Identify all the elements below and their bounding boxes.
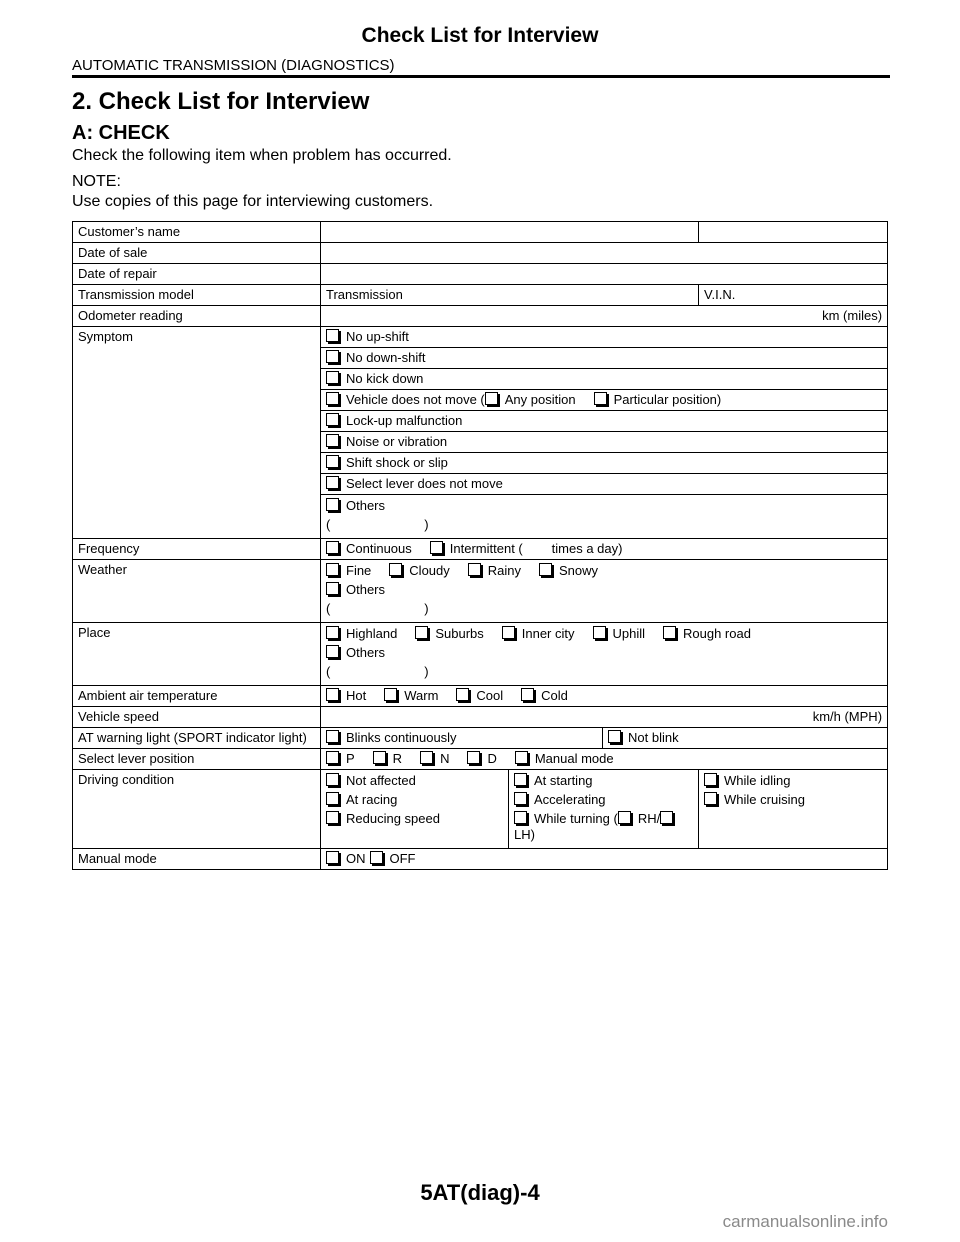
checkbox-lever-p[interactable]	[326, 751, 339, 764]
checkbox-cool[interactable]	[456, 688, 469, 701]
label-frequency: Frequency	[73, 539, 321, 560]
option-turning-rh: RH/	[637, 811, 661, 826]
option-blinks-continuously: Blinks continuously	[346, 730, 457, 745]
option-no-up-shift: No up-shift	[346, 329, 409, 344]
place-others-blank[interactable]: ( )	[326, 664, 429, 679]
row-date-of-sale	[73, 243, 888, 264]
row-customer-name	[73, 222, 888, 243]
option-inner-city: Inner city	[521, 626, 575, 641]
checkbox-cold[interactable]	[521, 688, 534, 701]
checkbox-blinks-continuously[interactable]	[326, 730, 339, 743]
row-odometer	[73, 306, 888, 327]
page-header-subtitle: AUTOMATIC TRANSMISSION (DIAGNOSTICS)	[72, 57, 395, 74]
option-continuous: Continuous	[346, 541, 412, 556]
checkbox-manual-on[interactable]	[326, 851, 339, 864]
checkbox-rough-road[interactable]	[663, 626, 676, 639]
checkbox-shift-shock[interactable]	[326, 455, 339, 468]
weather-others-blank[interactable]: ( )	[326, 601, 429, 616]
option-place-others: Others	[346, 645, 386, 660]
checkbox-cloudy[interactable]	[389, 563, 402, 576]
checkbox-lever-d[interactable]	[467, 751, 480, 764]
checkbox-turning-lh[interactable]	[660, 811, 673, 824]
field-vehicle-speed[interactable]: km/h (MPH)	[321, 707, 888, 728]
checkbox-continuous[interactable]	[326, 541, 339, 554]
row-transmission-model	[73, 285, 888, 306]
checkbox-rainy[interactable]	[468, 563, 481, 576]
option-cold: Cold	[541, 688, 568, 703]
checkbox-no-up-shift[interactable]	[326, 329, 339, 342]
header-divider	[72, 75, 890, 78]
option-particular-position: Particular position)	[613, 392, 722, 407]
option-manual-off: OFF	[389, 851, 416, 866]
option-at-starting: At starting	[534, 773, 593, 788]
checkbox-select-lever-stuck[interactable]	[326, 476, 339, 489]
option-manual-on: ON	[346, 851, 366, 866]
interview-checklist-table	[72, 221, 888, 870]
label-select-lever: Select lever position	[73, 749, 321, 770]
section-title: 2. Check List for Interview	[72, 88, 370, 115]
checkbox-inner-city[interactable]	[502, 626, 515, 639]
option-lever-n: N	[440, 751, 450, 766]
section-subtitle: A: CHECK	[72, 122, 170, 144]
option-not-blink: Not blink	[628, 730, 679, 745]
checkbox-lever-manual[interactable]	[515, 751, 528, 764]
option-not-affected: Not affected	[346, 773, 416, 788]
row-select-lever	[73, 749, 888, 770]
checkbox-not-blink[interactable]	[608, 730, 621, 743]
label-date-of-repair: Date of repair	[73, 264, 321, 285]
checkbox-turning-rh[interactable]	[618, 811, 631, 824]
checkbox-uphill[interactable]	[593, 626, 606, 639]
row-frequency	[73, 539, 888, 560]
checkbox-vehicle-does-not-move[interactable]	[326, 392, 339, 405]
option-at-racing: At racing	[346, 792, 398, 807]
checkbox-highland[interactable]	[326, 626, 339, 639]
option-suburbs: Suburbs	[435, 626, 484, 641]
option-select-lever-stuck: Select lever does not move	[346, 476, 503, 491]
checkbox-at-racing[interactable]	[326, 792, 339, 805]
option-turning-lh: LH)	[514, 827, 535, 842]
checkbox-snowy[interactable]	[539, 563, 552, 576]
checkbox-intermittent[interactable]	[430, 541, 443, 554]
field-odometer[interactable]: km (miles)	[321, 306, 888, 327]
checkbox-place-others[interactable]	[326, 645, 339, 658]
option-intermittent: Intermittent ( times a day)	[449, 541, 623, 556]
checkbox-no-kick-down[interactable]	[326, 371, 339, 384]
note-label: NOTE:	[72, 173, 121, 190]
option-cloudy: Cloudy	[409, 563, 450, 578]
option-accelerating: Accelerating	[534, 792, 606, 807]
checkbox-at-starting[interactable]	[514, 773, 527, 786]
option-while-turning: While turning (	[534, 811, 618, 826]
option-while-idling: While idling	[724, 773, 791, 788]
option-lever-d: D	[487, 751, 497, 766]
checkbox-while-idling[interactable]	[704, 773, 717, 786]
checkbox-reducing-speed[interactable]	[326, 811, 339, 824]
label-odometer: Odometer reading	[73, 306, 321, 327]
label-symptom: Symptom	[73, 327, 321, 539]
checkbox-lock-up-malfunction[interactable]	[326, 413, 339, 426]
option-noise-or-vibration: Noise or vibration	[346, 434, 448, 449]
option-cool: Cool	[476, 688, 504, 703]
option-lever-r: R	[392, 751, 403, 766]
label-customer-name: Customer’s name	[73, 222, 321, 243]
checkbox-suburbs[interactable]	[415, 626, 428, 639]
option-snowy: Snowy	[559, 563, 599, 578]
option-no-kick-down: No kick down	[346, 371, 424, 386]
checkbox-lever-n[interactable]	[420, 751, 433, 764]
row-vehicle-speed	[73, 707, 888, 728]
option-while-cruising: While cruising	[724, 792, 805, 807]
checkbox-lever-r[interactable]	[373, 751, 386, 764]
option-highland: Highland	[346, 626, 398, 641]
label-vehicle-speed: Vehicle speed	[73, 707, 321, 728]
row-ambient-temperature	[73, 686, 888, 707]
checkbox-hot[interactable]	[326, 688, 339, 701]
option-symptom-others: Others	[346, 498, 386, 513]
checkbox-manual-off[interactable]	[370, 851, 383, 864]
field-date-of-repair[interactable]	[321, 264, 888, 285]
row-symptom-1	[73, 327, 888, 348]
field-customer-name[interactable]	[321, 222, 699, 243]
option-rainy: Rainy	[487, 563, 522, 578]
row-weather	[73, 560, 888, 623]
option-vehicle-does-not-move: Vehicle does not move (	[346, 392, 485, 407]
option-no-down-shift: No down-shift	[346, 350, 426, 365]
label-manual-mode: Manual mode	[73, 849, 321, 870]
checkbox-fine[interactable]	[326, 563, 339, 576]
watermark: carmanualsonline.info	[722, 1212, 888, 1231]
checkbox-warm[interactable]	[384, 688, 397, 701]
row-date-of-repair	[73, 264, 888, 285]
label-driving-condition: Driving condition	[73, 770, 321, 849]
option-rough-road: Rough road	[683, 626, 751, 641]
option-any-position: Any position	[504, 392, 576, 407]
checkbox-symptom-others[interactable]	[326, 498, 339, 511]
label-date-of-sale: Date of sale	[73, 243, 321, 264]
row-driving-condition	[73, 770, 888, 849]
label-ambient-temperature: Ambient air temperature	[73, 686, 321, 707]
row-at-warning-light	[73, 728, 888, 749]
checkbox-accelerating[interactable]	[514, 792, 527, 805]
checkbox-noise-or-vibration[interactable]	[326, 434, 339, 447]
option-lock-up-malfunction: Lock-up malfunction	[346, 413, 463, 428]
option-lever-p: P	[346, 751, 355, 766]
label-place: Place	[73, 623, 321, 686]
checkbox-any-position[interactable]	[485, 392, 498, 405]
option-uphill: Uphill	[612, 626, 646, 641]
option-reducing-speed: Reducing speed	[346, 811, 440, 826]
note-text: Use copies of this page for interviewing customers.	[72, 193, 434, 210]
checkbox-while-turning[interactable]	[514, 811, 527, 824]
field-vin[interactable]: V.I.N.	[699, 285, 888, 306]
label-weather: Weather	[73, 560, 321, 623]
field-transmission[interactable]: Transmission	[321, 285, 699, 306]
intro-text: Check the following item when problem has occurred.	[72, 147, 452, 164]
field-date-of-sale[interactable]	[321, 243, 888, 264]
checkbox-not-affected[interactable]	[326, 773, 339, 786]
row-place	[73, 623, 888, 686]
symptom-others-blank[interactable]: ( )	[326, 517, 429, 532]
checkbox-weather-others[interactable]	[326, 582, 339, 595]
option-warm: Warm	[404, 688, 439, 703]
option-hot: Hot	[346, 688, 367, 703]
row-manual-mode	[73, 849, 888, 870]
option-fine: Fine	[346, 563, 372, 578]
page-header-title: Check List for Interview	[361, 24, 599, 47]
label-transmission-model: Transmission model	[73, 285, 321, 306]
page-number: 5AT(diag)-4	[420, 1180, 540, 1205]
option-weather-others: Others	[346, 582, 386, 597]
option-shift-shock: Shift shock or slip	[346, 455, 448, 470]
field-customer-extra[interactable]	[699, 222, 888, 243]
option-lever-manual: Manual mode	[534, 751, 614, 766]
checkbox-while-cruising[interactable]	[704, 792, 717, 805]
checkbox-particular-position[interactable]	[594, 392, 607, 405]
label-at-warning-light: AT warning light (SPORT indicator light)	[73, 728, 321, 749]
checkbox-no-down-shift[interactable]	[326, 350, 339, 363]
